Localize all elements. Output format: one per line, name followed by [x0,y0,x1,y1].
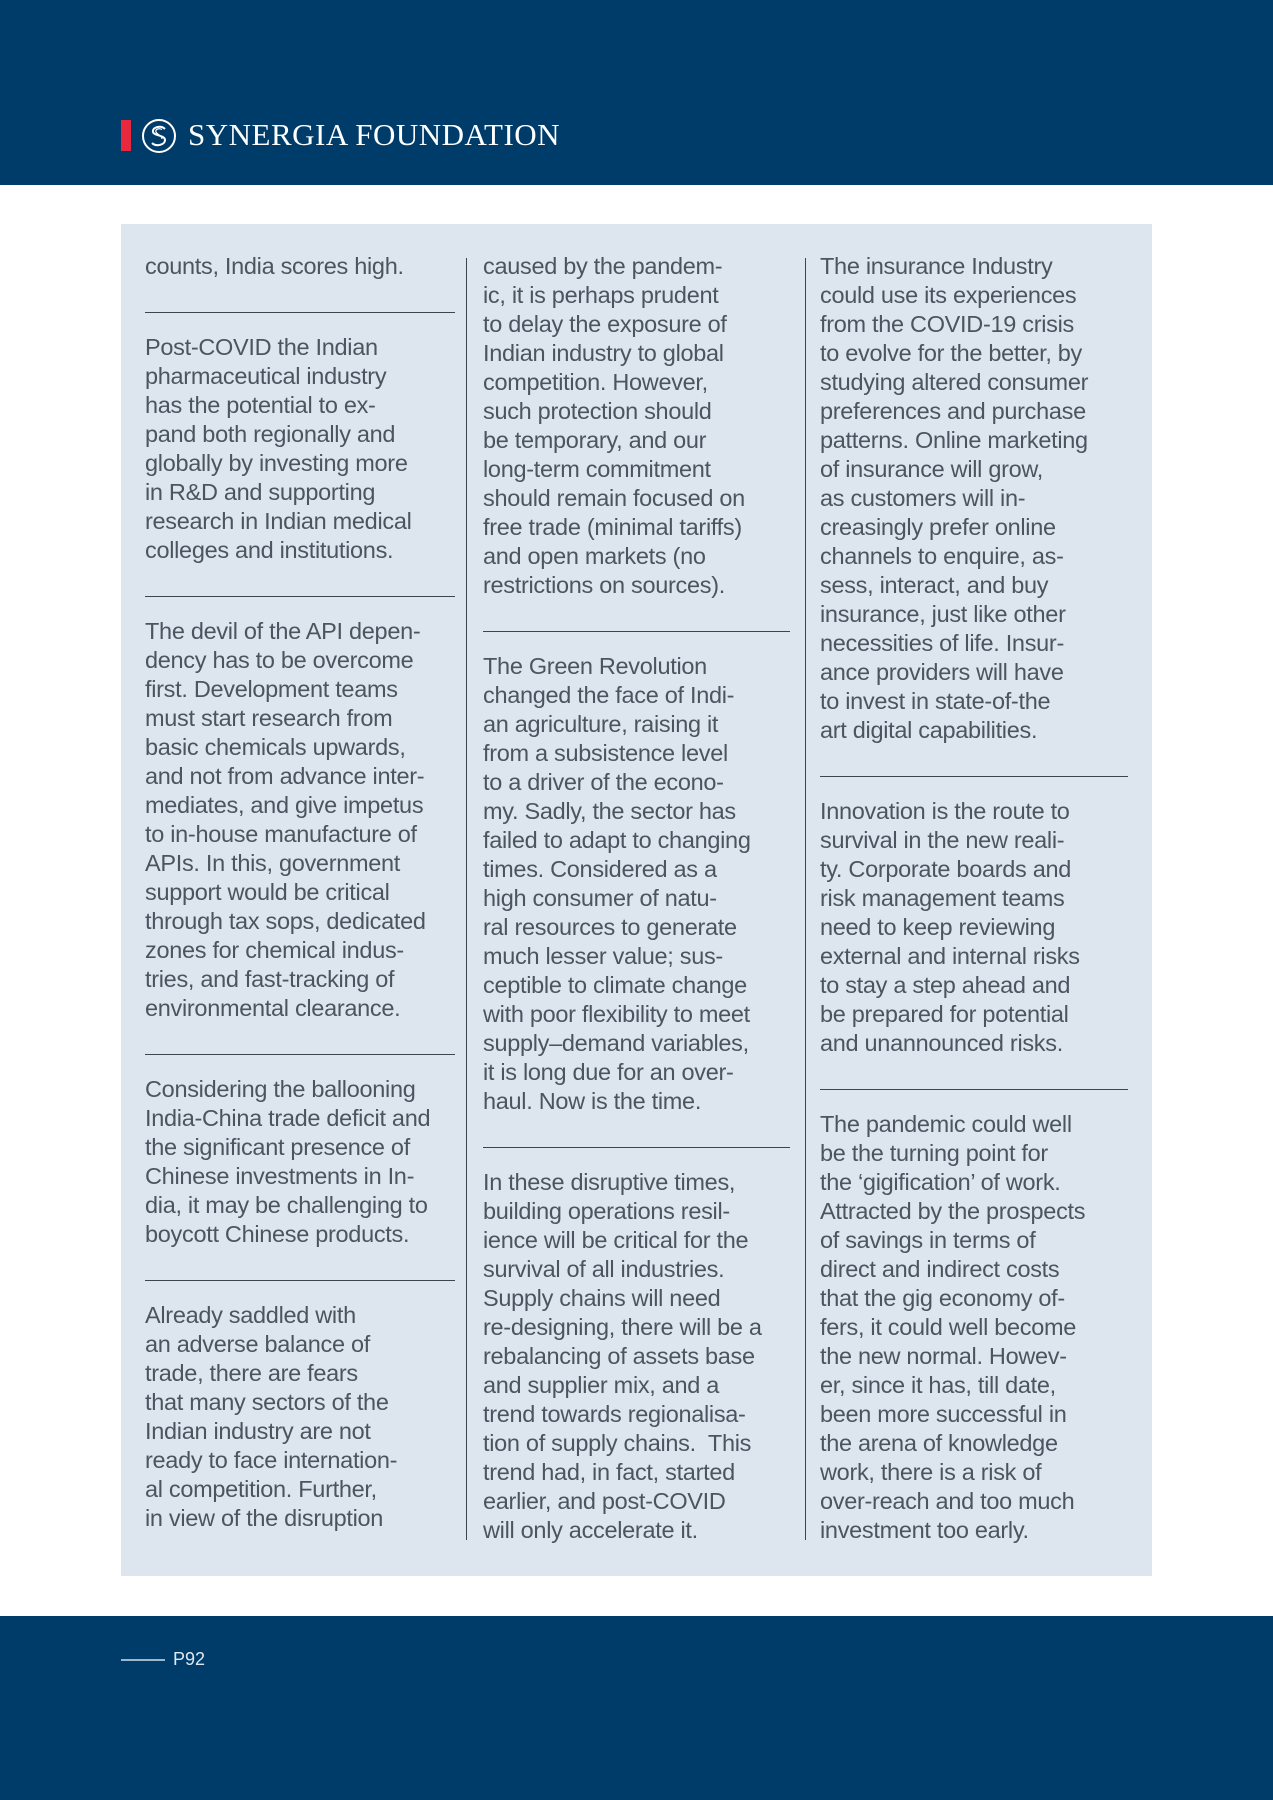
column-divider [805,258,806,1540]
paragraph: The devil of the API depen- dency has to be overcome first. Development teams must start research from basic chemicals upwards, and not from advance inter- mediates, and give impetus to in-house manufacture of APIs. In this, government support would be critical through tax sops, dedicated zones for chemical indus- tries, and fast-tracking of environmental clearance. [145,618,426,1021]
paragraph: counts, India scores high. [145,253,404,279]
paragraph-divider [145,312,455,313]
brand-name: SYNERGIA FOUNDATION [188,117,561,152]
paragraph: The Green Revolution changed the face of Indi- an agriculture, raising it from a subsistence level to a driver of the econo- my. Sadly, the sector has failed to adapt to changing times. Considered as a high consumer of natu- ral resources to generate much lesser value; sus- ceptible to climate change with poor flexibility to meet supply–demand variables, it is long due for an over- haul. Now is the time. [483,653,751,1114]
brand-accent-bar [121,120,131,151]
paragraph-divider [483,631,790,632]
paragraph: caused by the pandem- ic, it is perhaps prudent to delay the exposure of Indian industry to global competition. However, such protection should be temporary, and our long-term commitment should remain focused on free trade (minimal tariffs) and open markets (no restrictions on sources). [483,253,745,598]
paragraph-divider [820,776,1128,777]
column-divider [466,258,467,1540]
paragraph: Already saddled with an adverse balance of trade, there are fears that many sectors of the Indian industry are not ready to face internation- al competition. Further, in view of the disruption [145,1302,398,1531]
page-number: P92 [173,1649,206,1669]
paragraph: Innovation is the route to survival in the new reali- ty. Corporate boards and risk management teams need to keep reviewing external and internal risks to stay a step ahead and be prepared for potential and unannounced risks. [820,798,1080,1056]
paragraph: The pandemic could well be the turning point for the ‘gigification’ of work. Attracted by the prospects of savings in terms of direct and indirect costs that the gig economy of- fers, it could well become the new normal. Howev- er, since it has, till date, been more successful in the arena of knowledge work, there is a risk of over-reach and too much investment too early. [820,1111,1086,1543]
text-column-3 [820,252,1128,1545]
paragraph: The insurance Industry could use its experiences from the COVID-19 crisis to evolve for the better, by studying altered consumer preferences and purchase patterns. Online marketing of insurance will grow, as customers will in- creasingly prefer online channels to enquire, as- sess, interact, and buy insurance, just like other necessities of life. Insur- ance providers will have to invest in state-of-the art digital capabilities. [820,253,1089,743]
paragraph: Post-COVID the Indian pharmaceutical industry has the potential to ex- pand both regionally and globally by investing more in R&D and supporting research in Indian medical colleges and institutions. [145,334,412,563]
page-number-rule [121,1659,165,1661]
paragraph-divider [483,1147,790,1148]
paragraph: In these disruptive times, building operations resil- ience will be critical for the survival of all industries. Supply chains will need re-designing, there will be a rebalancing of assets base and supplier mix, and a trend towards regionalisa- tion of supply chains. This trend had, in fact, started earlier, and post-COVID will only accelerate it. [483,1169,762,1543]
page-header [0,0,1273,185]
page-footer [0,1616,1273,1800]
text-column-2 [483,252,790,1545]
paragraph-divider [145,1054,455,1055]
paragraph: Considering the ballooning India-China trade deficit and the significant presence of Chinese investments in In- dia, it may be challenging to boycott Chinese products. [145,1076,431,1247]
paragraph-divider [820,1089,1128,1090]
circled-s-logo-icon [141,118,177,154]
paragraph-divider [145,1280,455,1281]
paragraph-divider [145,596,455,597]
text-column-1 [145,252,455,1533]
